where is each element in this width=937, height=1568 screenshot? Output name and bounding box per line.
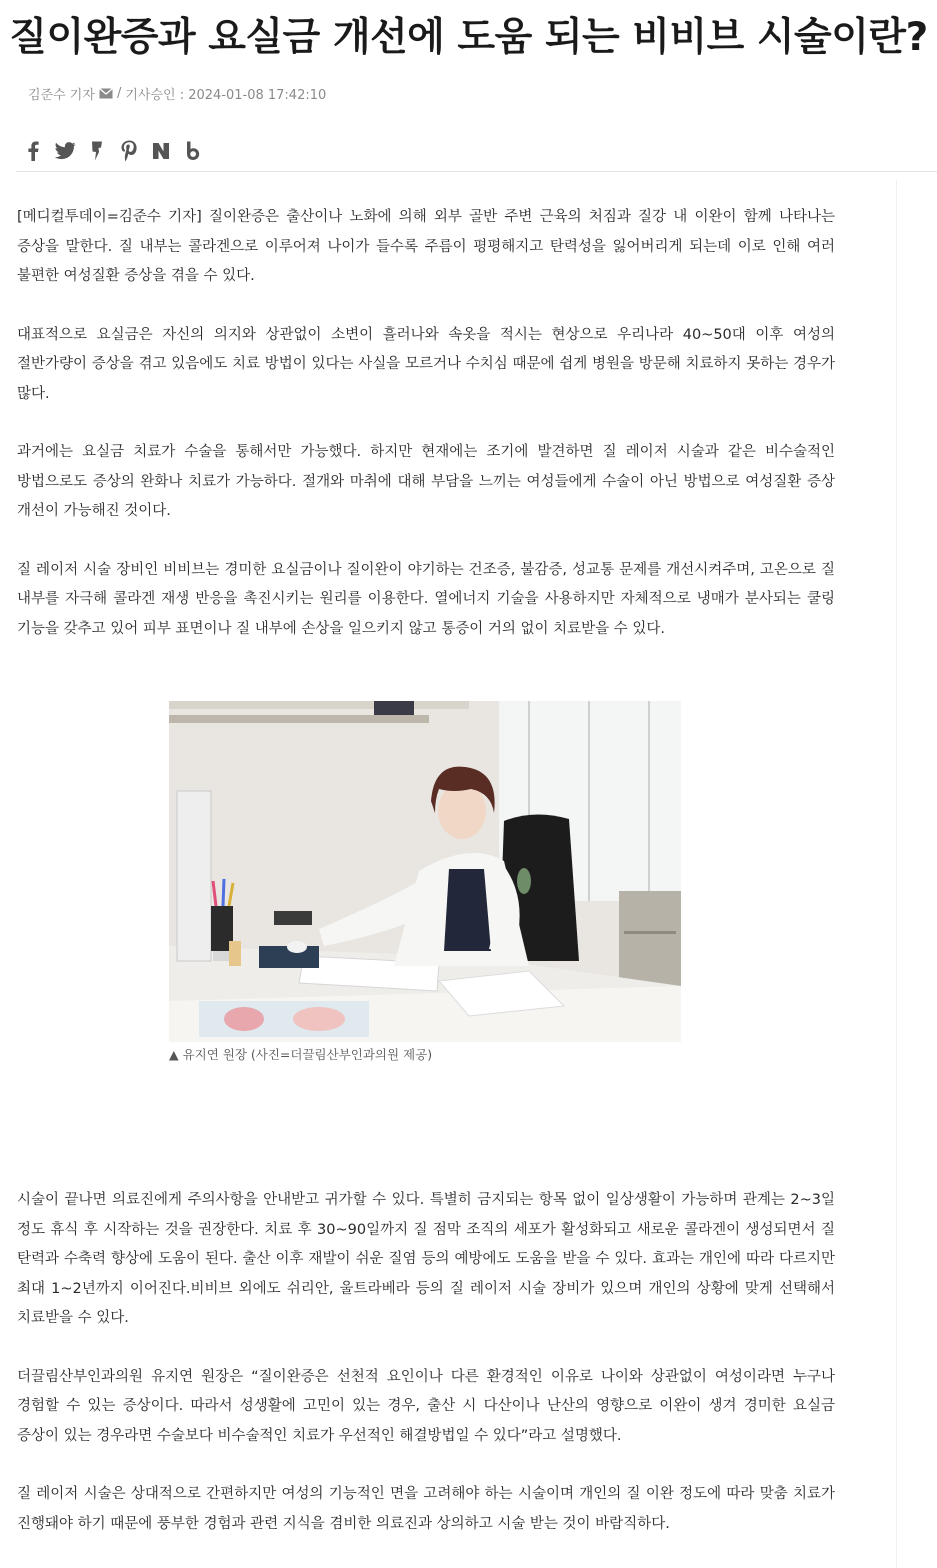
approved-date: 기사승인 : 2024-01-08 17:42:10 [125,88,327,103]
article-meta [28,84,326,103]
band-icon[interactable] [182,140,204,162]
facebook-icon[interactable] [22,140,44,162]
paragraph: 질 레이저 시술 장비인 비비브는 경미한 요실금이나 질이완이 야기하는 건조증, 불감증, 성교통 문제를 개선시켜주며, 고온으로 질 내부를 자극해 콜라겐 재생 반응을 촉진시키는 원리를 이용한다. 열에너지 기술을 사용하지만 자체적으로 냉매가 분사되는 쿨링 기능을 갖추고 있어 피부 표면이나 질 내부에 손상을 일으키지 않고 통증이 거의 없이 치료받을 수 있다. [17,561,835,637]
paragraph: [메디컬투데이=김준수 기자] 질이완증은 출산이나 노화에 의해 외부 골반 주변 근육의 처짐과 질강 내 이완이 함께 나타나는 증상을 말한다. 질 내부는 콜라겐으로 이루어져 나이가 들수록 주름이 평평해지고 탄력성을 잃어버리게 되는데 이로 인해 여러 불편한 여성질환 증상을 겪을 수 있다. [17,209,835,284]
paragraph: 시술이 끝나면 의료진에게 주의사항을 안내받고 귀가할 수 있다. 특별히 금지되는 항목 없이 일상생활이 가능하며 관계는 2~3일 정도 휴식 후 시작하는 것을 권장한다. 치료 후 30~90일까지 질 점막 조직의 세포가 활성화되고 새로운 콜라겐이 생성되면서 질 탄력과 수축력 향상에 도움이 된다. 출산 이후 재발이 쉬운 질염 등의 예방에도 도움을 받을 수 있다. 효과는 개인에 따라 다르지만 최대 1~2년까지 이어진다.비비브 외에도 쉬리안, 울트라베라 등의 질 레이저 시술 장비가 있으며 개인의 상황에 맞게 선택해서 치료받을 수 있다. [17,1192,835,1326]
article-body-top [17,203,835,673]
share-bar [22,140,204,162]
paragraph: 과거에는 요실금 치료가 수술을 통해서만 가능했다. 하지만 현재에는 조기에 발견하면 질 레이저 시술과 같은 비수술적인 방법으로도 증상의 완화나 치료가 가능하다. 절개와 마취에 대해 부담을 느끼는 여성들에게 수술이 아닌 방법으로 여성질환 증상 개선이 가능해진 것이다. [17,444,835,519]
paragraph: 더끌림산부인과의원 유지연 원장은 “질이완증은 선천적 요인이나 다른 환경적인 이유로 나이와 상관없이 여성이라면 누구나 경험할 수 있는 증상이다. 따라서 성생활에 고민이 있는 경우, 출산 시 다산이나 난산의 영향으로 이완이 생겨 경미한 요실금 증상이 있는 경우라면 수술보다 비수술적인 치료가 우선적인 해결방법일 수 있다”라고 설명했다. [17,1368,835,1444]
sidebar-border [896,180,897,1568]
twitter-icon[interactable] [54,140,76,162]
doctor-photo[interactable] [169,701,681,1042]
kakaostory-icon[interactable] [86,140,108,162]
meta-separator: / [116,86,122,101]
paragraph: 대표적으로 요실금은 자신의 의지와 상관없이 소변이 흘러나와 속옷을 적시는 현상으로 우리나라 40~50대 이후 여성의 절반가량이 증상을 겪고 있음에도 치료 방법이 있다는 사실을 모르거나 수치심 때문에 쉽게 병원을 방문해 치료하지 못하는 경우가 많다. [17,326,835,402]
header-divider [16,171,937,172]
article-body-bottom [17,1186,835,1568]
pinterest-icon[interactable] [118,140,140,162]
naver-icon[interactable] [150,140,172,162]
article-title: 질이완증과 요실금 개선에 도움 되는 비비브 시술이란? [9,15,928,60]
author-name[interactable]: 김준수 기자 [28,88,95,103]
article-figure [169,701,681,1064]
photo-caption: ▲ 유지연 원장 (사진=더끌림산부인과의원 제공) [169,1047,433,1062]
paragraph: 질 레이저 시술은 상대적으로 간편하지만 여성의 기능적인 면을 고려해야 하는 시술이며 개인의 질 이완 정도에 따라 맞춤 치료가 진행돼야 하기 때문에 풍부한 경험과 관련 지식을 겸비한 의료진과 상의하고 시술 받는 것이 바람직하다. [17,1486,835,1532]
email-icon[interactable] [99,88,113,99]
